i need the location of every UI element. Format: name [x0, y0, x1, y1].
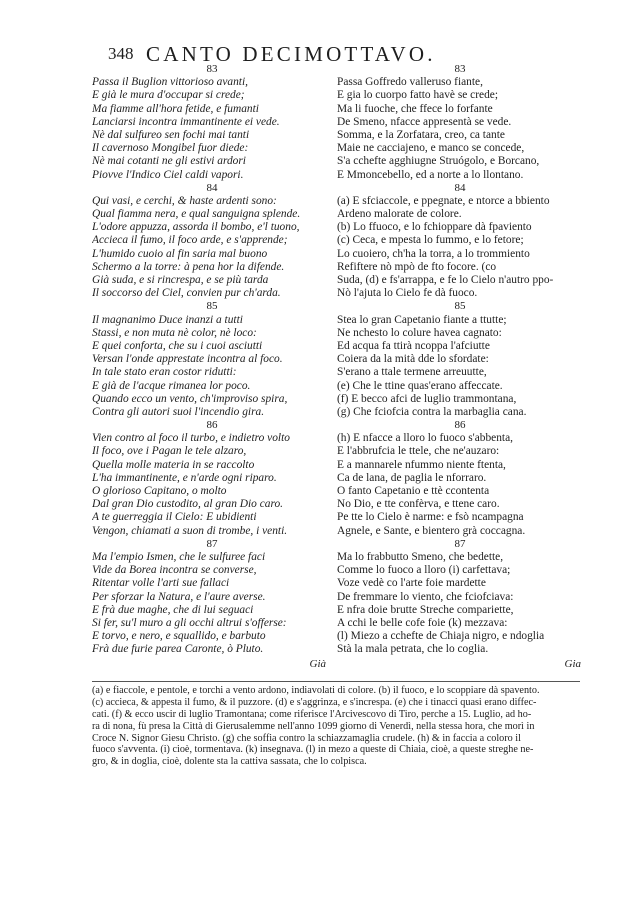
- neapolitan-verse-line: Coiera da la mità dde lo sfordate:: [337, 353, 489, 366]
- italian-verse-line: Vengon, chiamati a suon di trombe, i venti.: [92, 524, 288, 537]
- neapolitan-verse-line: (f) E becco afci de luglio trammontana,: [337, 392, 517, 405]
- italian-verse-line: Stassi, e non muta nè color, nè loco:: [92, 326, 257, 339]
- footnote-line: fuoco s'avventa. (i) cioè, tormentava. (k) insegnava. (l) in mezo a queste di Chiaia, cioè, a queste streghe ne-: [92, 744, 534, 756]
- italian-verse-line: Già suda, e si rincrespa, e se più tarda: [92, 274, 269, 286]
- italian-verse-line: In tale stato eran costor ridutti:: [92, 366, 237, 379]
- page-number: 348: [108, 44, 134, 63]
- italian-verse-line: Nè dal sulfureo sen fochi mai tanti: [92, 128, 250, 141]
- neapolitan-verse-line: Pe tte lo Cielo è narme: e fsò ncampagna: [337, 511, 524, 524]
- italian-verse-line: Ma fiamme all'hora fetide, e fumanti: [92, 102, 259, 115]
- italian-verse-line: Quando ecco un vento, ch'improviso spira,: [92, 392, 288, 405]
- neapolitan-text-column: [337, 63, 583, 672]
- italian-verse-line: Si fer, su'l muro a gli occhi altrui s'offerse:: [92, 616, 287, 629]
- neapolitan-verse-line: Agnele, e Sante, e bientero grà coccagna.: [337, 524, 526, 537]
- italian-verse-line: Contra gli autori suoi l'incendio gira.: [92, 405, 265, 418]
- italian-verse-line: Il foco, ove i Pagan le tele alzaro,: [92, 445, 247, 458]
- neapolitan-verse-line: (h) E nfacce a lloro lo fuoco s'abbenta,: [337, 432, 513, 445]
- neapolitan-verse-line: Somma, e la Zorfatara, creo, ca tante: [337, 128, 505, 141]
- neapolitan-verse-line: E Mmoncebello, ed a norte a lo llontano.: [337, 168, 524, 181]
- neapolitan-verse-line: Comme lo fuoco a lloro (i) carfettava;: [337, 564, 511, 577]
- italian-verse-line: Qual fiamma nera, e qual sanguigna splende.: [92, 208, 301, 221]
- italian-verse-line: Il magnanimo Duce inanzi a tutti: [92, 313, 243, 326]
- neapolitan-verse-line: (e) Che le ttine quas'erano affeccate.: [337, 379, 503, 392]
- italian-verse-line: L'ha immantinente, e n'arde ogni riparo.: [92, 471, 277, 484]
- neapolitan-verse-line: Ca de lana, de paglia le nforraro.: [337, 471, 487, 484]
- italian-catchword: Già: [309, 658, 326, 671]
- neapolitan-stanza-number: 85: [454, 300, 466, 313]
- neapolitan-verse-line: De fremmare lo viento, che fciofciava:: [337, 590, 514, 603]
- italian-verse-line: Nè mai cotanti ne gli estivi ardori: [92, 155, 246, 168]
- neapolitan-verse-line: Ed acqua fa ttirà ncoppa l'afciutte: [337, 339, 490, 352]
- footnote-line: (c) accieca, & appesta il fumo, & il puzzore. (d) e s'aggrinza, e s'increspa. (e) che i tinacci quasi erano diffec-: [92, 696, 537, 708]
- footnote-line: (a) e fiaccole, e pentole, e torchi a vento ardono, indiavolati di colore. (b) il fuoco, e lo scoppiare dà spavento.: [92, 685, 540, 696]
- neapolitan-verse-line: Ardeno malorate de colore.: [337, 208, 462, 221]
- italian-verse-line: L'humido cuoio al fin saria mal buono: [92, 247, 268, 260]
- italian-verse-line: E quei conforta, che su i cuoi asciutti: [92, 339, 263, 352]
- italian-verse-line: Ma l'empio Ismen, che le sulfuree faci: [92, 550, 266, 563]
- italian-verse-line: E già le mura d'occupar si crede;: [92, 89, 245, 102]
- neapolitan-stanza-number: 87: [454, 537, 466, 550]
- italian-verse-line: Qui vasi, e cerchi, & haste ardenti sono:: [92, 194, 277, 207]
- italian-verse-line: Il cavernoso Mongibel fuor diede:: [92, 142, 249, 155]
- neapolitan-verse-line: Refiftere nò mpò de fto focore. (co: [337, 260, 497, 273]
- italian-verse-line: Frà due furie parea Caronte, ò Pluto.: [92, 643, 264, 656]
- italian-verse-line: Accieca il fumo, il foco arde, e s'apprende;: [92, 234, 288, 247]
- neapolitan-verse-line: E a mannarele nfummo niente ftenta,: [337, 458, 506, 471]
- italian-stanza-number: 83: [206, 63, 218, 75]
- footnotes-block: [92, 685, 580, 768]
- italian-verse-line: Vide da Borea incontra se converse,: [92, 564, 257, 577]
- neapolitan-stanza-number: 86: [454, 419, 466, 432]
- italian-text-column: [92, 63, 332, 672]
- footnote-line: ra di nona, fù presa la Città di Gierusalemme nell'anno 1099 giorno di Venerdì, nella stessa hora, che morì in: [92, 720, 535, 732]
- neapolitan-stanza-number: 84: [454, 181, 466, 194]
- neapolitan-verse-line: (g) Che fciofcia contra la marbaglia cana.: [337, 405, 527, 418]
- neapolitan-verse-line: Voze vedè co l'arte foie mardette: [337, 577, 486, 590]
- footnote-line: gro, & in doglia, cioè, dolente sta la cattiva sassata, che lo colpisca.: [92, 756, 367, 768]
- neapolitan-verse-line: S'erano a ttale termene arreuutte,: [337, 366, 487, 379]
- italian-stanza-number: 86: [206, 419, 218, 432]
- italian-verse-line: E già de l'acque rimanea lor poco.: [92, 379, 251, 392]
- neapolitan-verse-line: Maie ne cacciajeno, e manco se concede,: [337, 142, 525, 155]
- neapolitan-verse-line: Stea lo gran Capetanio fiante a ttutte;: [337, 313, 507, 326]
- italian-stanza-number: 87: [206, 537, 218, 550]
- neapolitan-verse-line: Stà la mala petrata, che lo coglia.: [337, 643, 489, 656]
- neapolitan-verse-line: Suda, (d) e fs'arrappa, e fe lo Cielo n'autro ppo-: [337, 274, 554, 286]
- neapolitan-verse-line: Ne nchesto lo colure havea cagnato:: [337, 326, 502, 339]
- italian-verse-line: Lanciarsi incontra immantinente ei vede.: [92, 115, 280, 128]
- italian-verse-line: Ritentar volle l'arti sue fallaci: [92, 577, 230, 590]
- footnote-line: cati. (f) & ecco uscir di luglio Tramontana; come riferisce l'Arcivescovo di Tiro, perche a 15. Luglio, ad ho-: [92, 708, 532, 720]
- neapolitan-verse-line: No Dio, e tte confèrva, e ttene caro.: [337, 498, 500, 511]
- neapolitan-verse-line: (c) Ceca, e mpesta lo fummo, e lo fetore;: [337, 234, 524, 247]
- italian-verse-line: Dal gran Dio custodito, al gran Dio caro.: [92, 498, 284, 511]
- italian-verse-line: L'odore appuzza, assorda il bombo, e'l tuono,: [92, 221, 300, 234]
- neapolitan-verse-line: E l'abbrufcia le ttele, che ne'auzaro:: [337, 445, 500, 458]
- italian-verse-line: Vien contro al foco il turbo, e indietro volto: [92, 432, 290, 445]
- neapolitan-verse-line: Ma lo frabbutto Smeno, che bedette,: [337, 550, 504, 563]
- italian-verse-line: E torvo, e nero, e squallido, e barbuto: [92, 630, 266, 643]
- italian-verse-line: Per sforzar la Natura, e l'aure averse.: [92, 590, 266, 603]
- neapolitan-verse-line: E gia lo cuorpo fatto havè se crede;: [337, 89, 498, 102]
- neapolitan-stanza-number: 83: [454, 63, 466, 75]
- italian-verse-line: Piovve l'Indico Ciel caldi vapori.: [92, 168, 244, 181]
- neapolitan-verse-line: Passa Goffredo valleruso fiante,: [337, 76, 483, 89]
- neapolitan-verse-line: E nfra doie brutte Streche compariette,: [337, 603, 514, 616]
- neapolitan-verse-line: (l) Miezo a cchefte de Chiaja nigro, e ndoglia: [337, 630, 545, 643]
- neapolitan-verse-line: O fanto Capetanio e ttè ccontenta: [337, 485, 490, 497]
- neapolitan-verse-line: Ma li fuoche, che ffece lo forfante: [337, 102, 493, 115]
- italian-verse-line: Versan l'onde apprestate incontra al foco.: [92, 353, 283, 366]
- italian-verse-line: Schermo a la torre: à pena hor la difende.: [92, 260, 285, 273]
- italian-verse-line: Quella molle materia in se raccolto: [92, 458, 255, 471]
- italian-stanza-number: 85: [206, 300, 218, 313]
- neapolitan-verse-line: Lo cuoiero, ch'ha la torra, a lo trommiento: [337, 247, 530, 260]
- neapolitan-verse-line: Nò l'ajuta lo Cielo fe dà fuoco.: [337, 287, 478, 300]
- italian-verse-line: Passa il Buglion vittorioso avanti,: [92, 76, 248, 89]
- italian-verse-line: E frà due maghe, che di lui seguaci: [92, 603, 254, 616]
- italian-stanza-number: 84: [206, 181, 218, 194]
- neapolitan-verse-line: (b) Lo ffuoco, e lo fchioppare dà fpaviento: [337, 221, 532, 234]
- running-title: CANTO DECIMOTTAVO.: [146, 42, 436, 66]
- neapolitan-verse-line: (a) E sfciaccole, e ppegnate, e ntorce a bbiento: [337, 194, 550, 207]
- italian-verse-line: A te guerreggia il Cielo: E ubidienti: [92, 511, 257, 524]
- footnote-divider: [92, 681, 580, 682]
- neapolitan-verse-line: A cchi le belle cofe foie (k) mezzava:: [337, 616, 508, 629]
- neapolitan-verse-line: De Smeno, nfacce appresentà se vede.: [337, 115, 512, 128]
- italian-verse-line: Il soccorso del Ciel, convien pur ch'arda.: [92, 287, 281, 300]
- italian-verse-line: O glorioso Capitano, o molto: [92, 485, 227, 497]
- footnote-line: Croce N. Signor Giesu Christo. (g) che soffia contro la schiazzamaglia crudele. (h) & in faccia a coloro il: [92, 732, 521, 744]
- neapolitan-catchword: Gia: [564, 658, 581, 671]
- neapolitan-verse-line: S'a cchefte agghiugne Struógolo, e Borcano,: [337, 155, 540, 168]
